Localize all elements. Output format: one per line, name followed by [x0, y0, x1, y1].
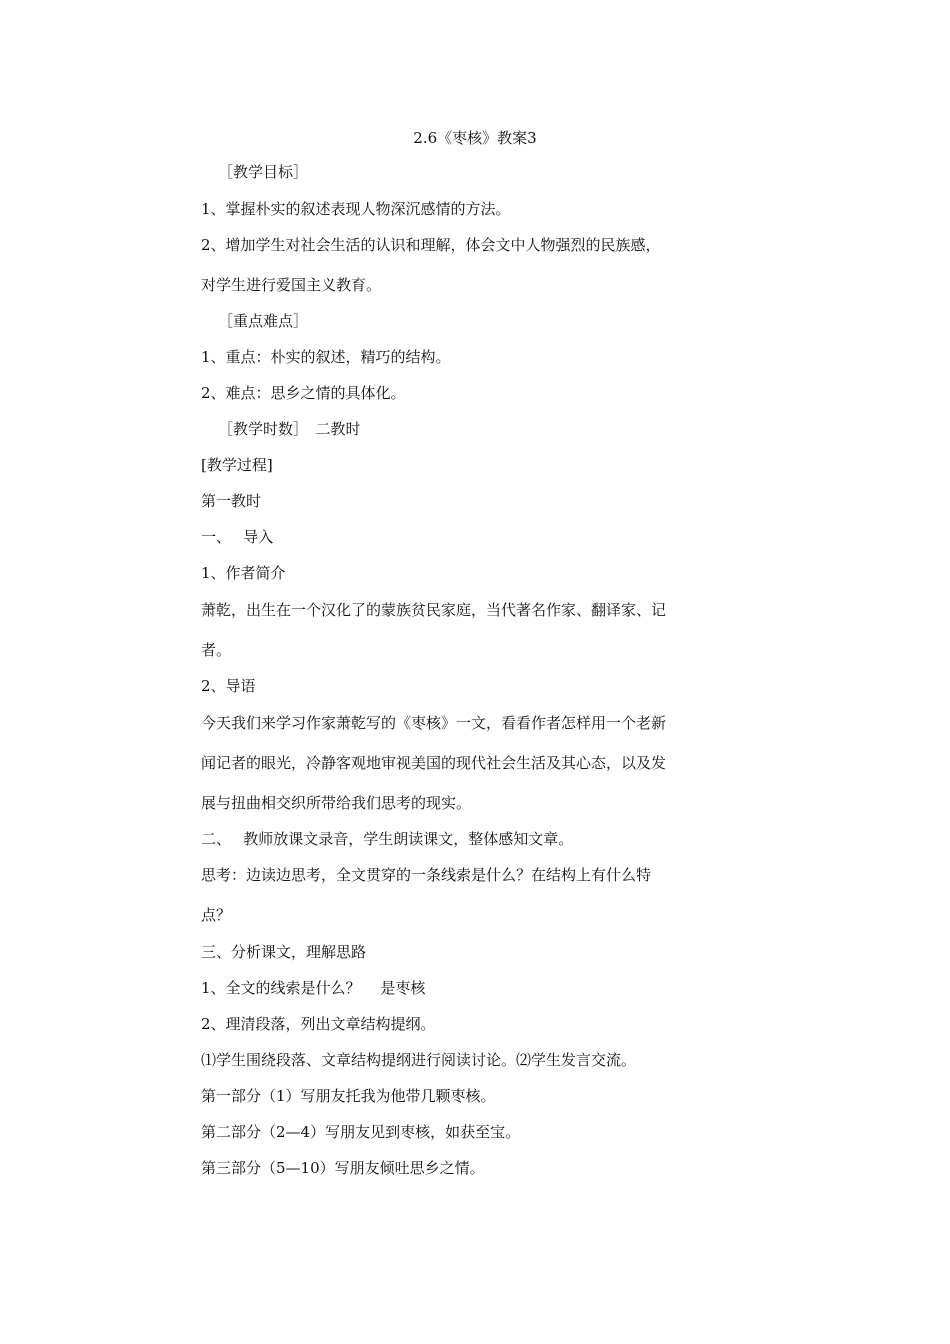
paragraph-line: 萧乾，出生在一个汉化了的蒙族贫民家庭，当代著名作家、翻译家、记	[201, 601, 667, 619]
section-heading-key-points: ［重点难点］	[218, 312, 309, 330]
section-heading-process: [教学过程]	[201, 456, 273, 474]
paragraph-line: 点？	[201, 906, 232, 924]
paragraph-line: 今天我们来学习作家萧乾写的《枣核》一文，看看作者怎样用一个老新	[201, 714, 667, 732]
section-heading-objectives: ［教学目标］	[218, 163, 309, 181]
section-heading-hours: ［教学时数］ 二教时	[218, 420, 361, 438]
paragraph-line: 一、 导入	[201, 528, 274, 546]
paragraph-line: 者。	[201, 641, 232, 659]
paragraph-line: 2、导语	[201, 677, 256, 695]
paragraph-line: 1、重点：朴实的叙述，精巧的结构。	[201, 348, 451, 366]
paragraph-line: 第二部分（2—4）写朋友见到枣核，如获至宝。	[201, 1123, 521, 1141]
paragraph-line: 第一部分（1）写朋友托我为他带几颗枣核。	[201, 1087, 496, 1105]
paragraph-line: 1、作者简介	[201, 564, 286, 582]
paragraph-line: 对学生进行爱国主义教育。	[201, 276, 382, 294]
paragraph-line: 闻记者的眼光，冷静客观地审视美国的现代社会生活及其心态，以及发	[201, 754, 667, 772]
paragraph-line: 1、掌握朴实的叙述表现人物深沉感情的方法。	[201, 200, 511, 218]
paragraph-line: 三、分析课文，理解思路	[201, 943, 367, 961]
paragraph-line: 1、全文的线索是什么？ 是枣核	[201, 979, 426, 997]
paragraph-line: 第一教时	[201, 492, 262, 510]
paragraph-line: 二、 教师放课文录音，学生朗读课文，整体感知文章。	[201, 830, 574, 848]
paragraph-line: 展与扭曲相交织所带给我们思考的现实。	[201, 794, 472, 812]
paragraph-line: 2、增加学生对社会生活的认识和理解，体会文中人物强烈的民族感，	[201, 236, 661, 254]
paragraph-line: 第三部分（5—10）写朋友倾吐思乡之情。	[201, 1159, 485, 1177]
paragraph-line: ⑴学生围绕段落、文章结构提纲进行阅读讨论。⑵学生发言交流。	[201, 1051, 637, 1069]
paragraph-line: 思考：边读边思考，全文贯穿的一条线索是什么？在结构上有什么特	[201, 866, 652, 884]
paragraph-line: 2、难点：思乡之情的具体化。	[201, 384, 406, 402]
paragraph-line: 2、理清段落，列出文章结构提纲。	[201, 1015, 436, 1033]
document-title: 2.6《枣核》教案3	[413, 129, 537, 147]
